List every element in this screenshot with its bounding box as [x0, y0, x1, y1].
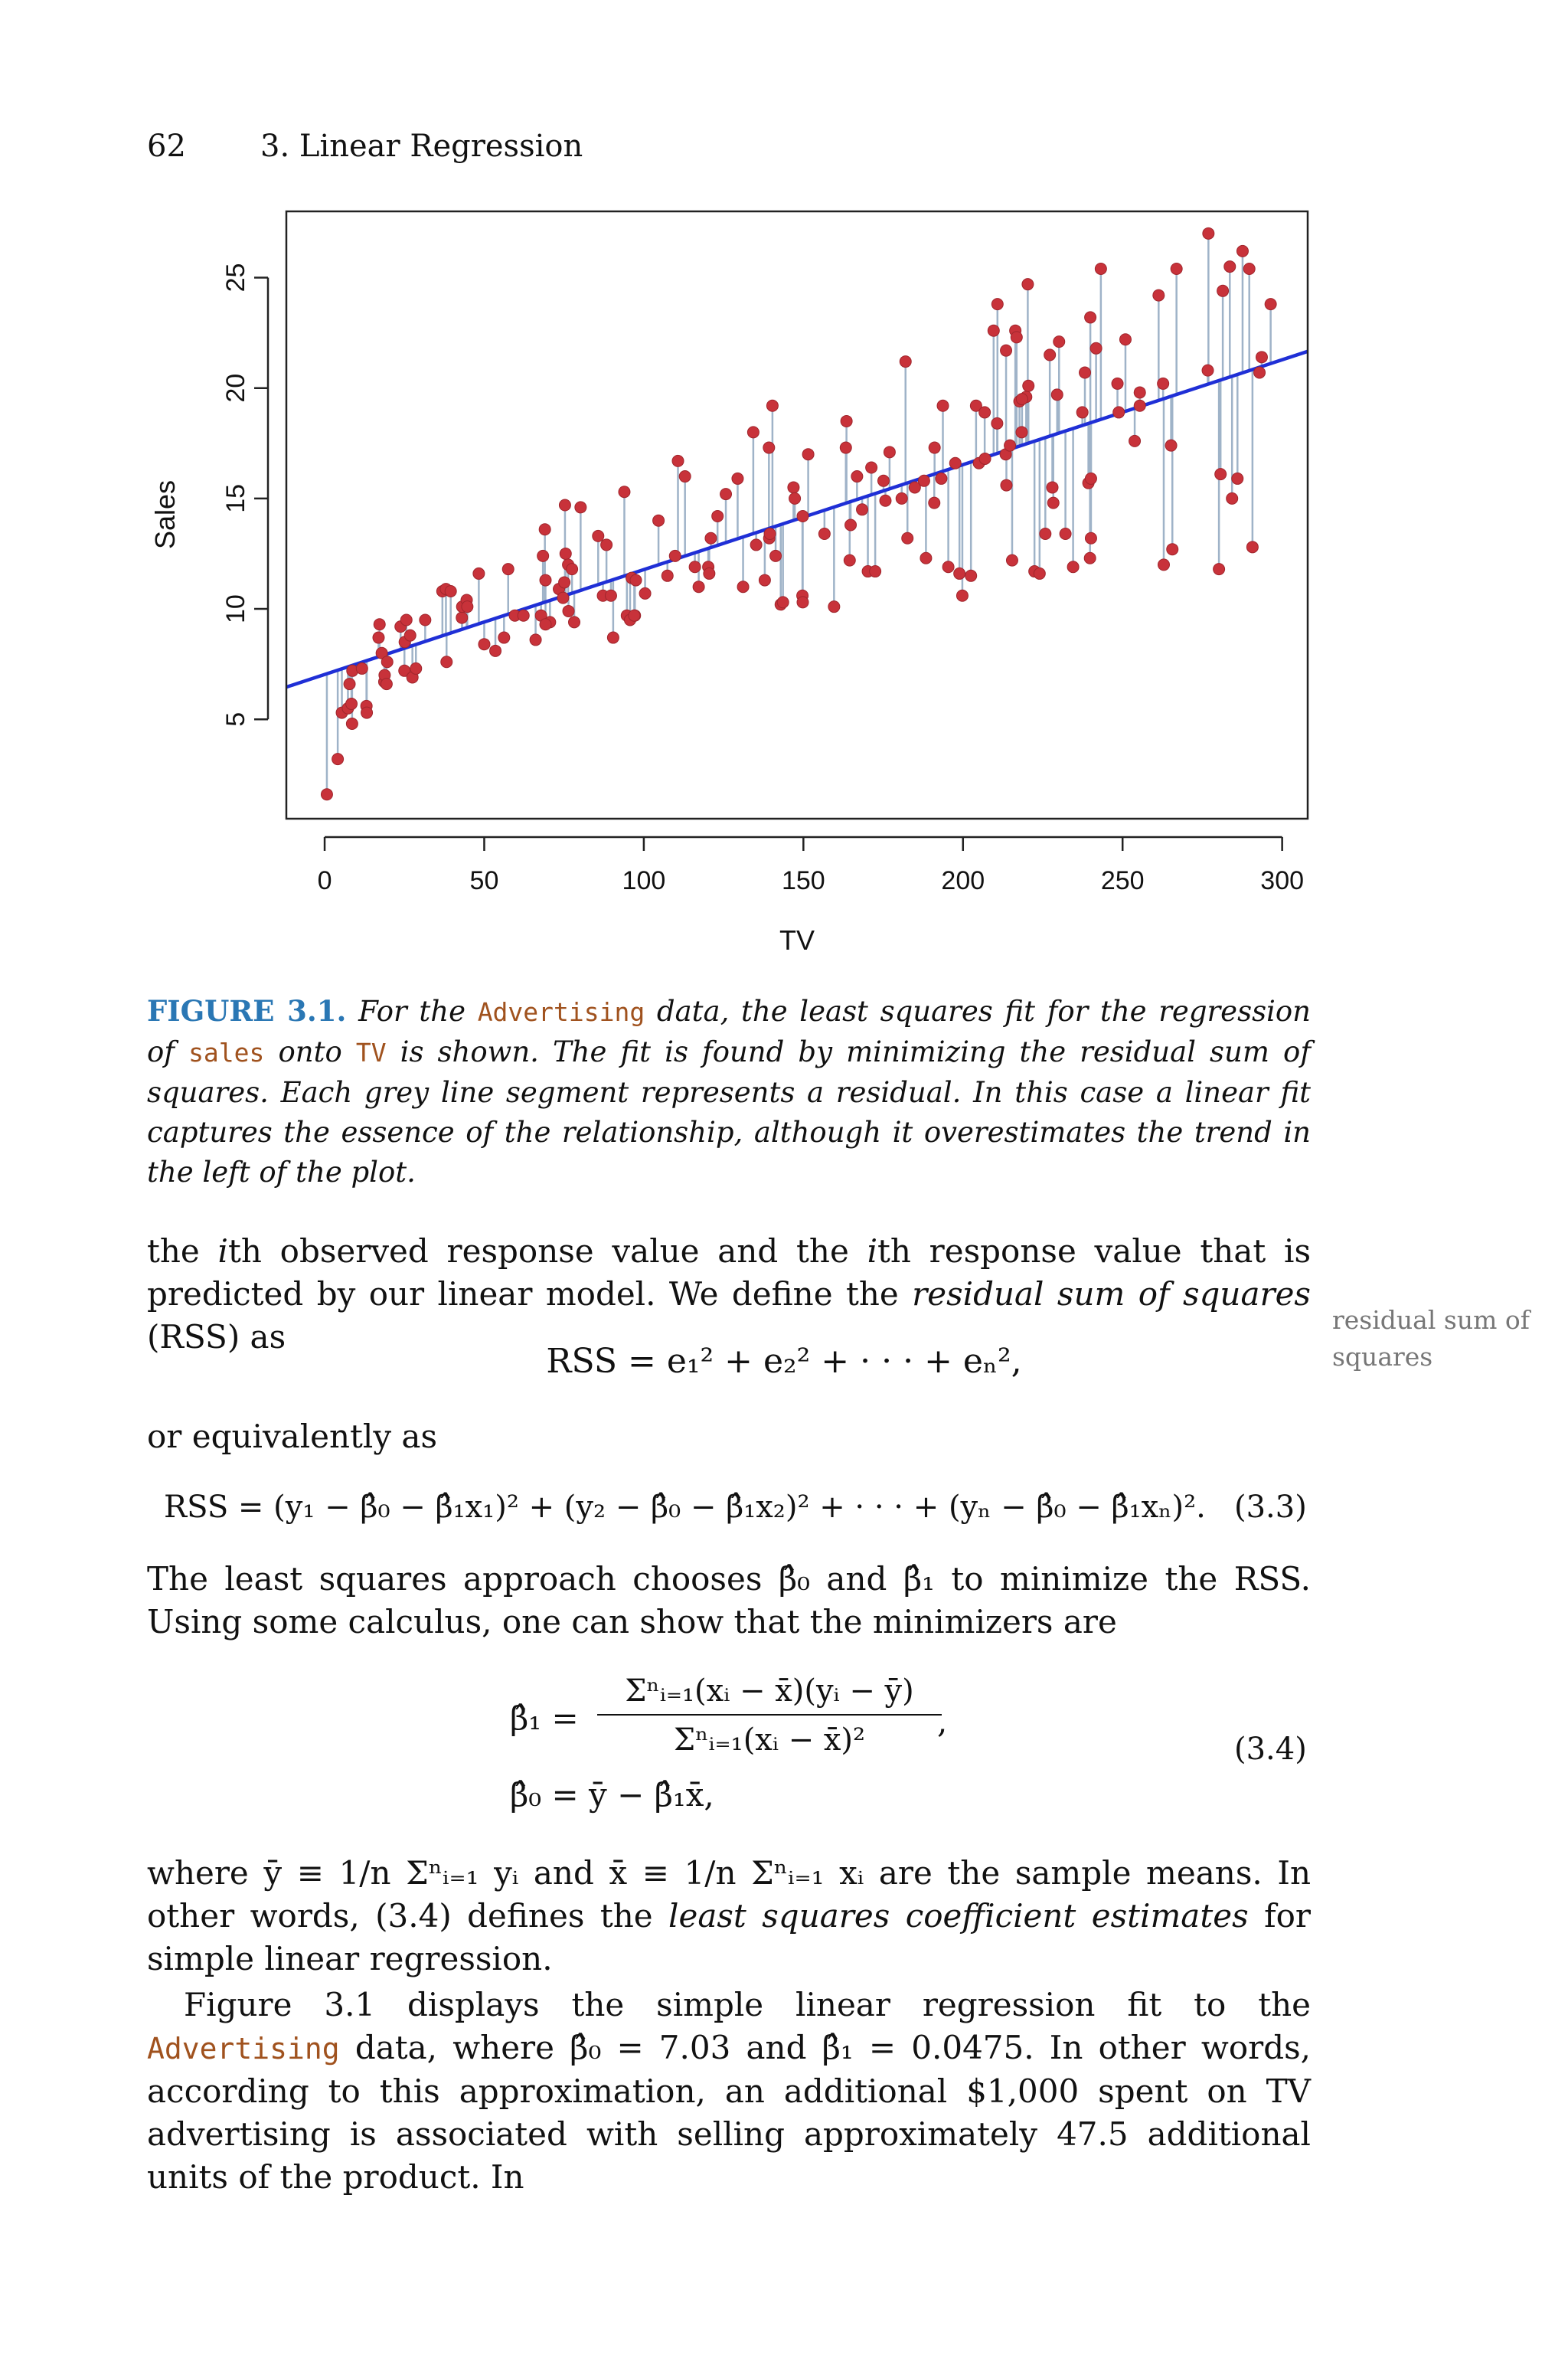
data-point [420, 614, 431, 626]
inline-code: Advertising [147, 2032, 340, 2066]
data-point [902, 532, 913, 544]
data-point [1044, 349, 1056, 361]
data-point [662, 570, 673, 581]
data-point [400, 614, 412, 626]
data-point [356, 662, 368, 674]
data-point [346, 698, 358, 710]
data-point [704, 568, 715, 579]
data-point [672, 455, 684, 466]
data-point [1047, 497, 1059, 509]
data-point [1217, 285, 1229, 296]
data-point [937, 400, 949, 411]
data-point [1076, 407, 1088, 418]
data-point [949, 457, 961, 469]
data-point [593, 530, 604, 541]
math-var: i [217, 1232, 228, 1270]
emphasis: residual sum of squares [912, 1275, 1311, 1313]
data-point [539, 524, 550, 535]
data-point [991, 417, 1003, 429]
data-point [537, 550, 549, 561]
text: where ȳ ≡ [147, 1854, 339, 1892]
data-point [1256, 352, 1267, 363]
scatter-plot [0, 0, 1568, 980]
text: th observed response value and the [227, 1232, 867, 1270]
data-point [737, 581, 749, 593]
paragraph [147, 1984, 1311, 2199]
data-point [750, 539, 762, 551]
data-point [473, 568, 485, 579]
data-point [518, 610, 529, 621]
data-point [877, 475, 889, 486]
data-point [1236, 245, 1248, 257]
data-point [1085, 312, 1096, 323]
data-point [851, 471, 863, 482]
x-tick-label: 300 [1260, 866, 1305, 895]
data-point [410, 662, 422, 674]
regression-line [286, 352, 1308, 687]
data-point [763, 442, 775, 453]
data-point [653, 515, 665, 526]
data-point [669, 550, 681, 561]
data-point [956, 590, 968, 601]
x-tick-label: 0 [317, 866, 332, 895]
chapter-title: 3. Linear Regression [260, 129, 583, 164]
x-axis [318, 837, 1304, 895]
data-point [766, 400, 778, 411]
y-axis [221, 263, 268, 727]
equation-beta0: β̂₀ = ȳ − β̂₁x̄, [510, 1776, 714, 1814]
data-point [1023, 380, 1034, 391]
data-point [1153, 289, 1165, 301]
data-point [629, 610, 640, 621]
data-point [788, 482, 799, 493]
data-point [942, 561, 954, 573]
data-point [712, 510, 724, 522]
data-point [747, 427, 759, 438]
data-point [1022, 279, 1034, 290]
margin-note: residual sum of squares [1332, 1305, 1530, 1372]
data-point [490, 645, 501, 656]
data-point [1084, 552, 1096, 564]
text: th response value that is predicted by our linear model. We define the [147, 1232, 1312, 1313]
data-point [1215, 469, 1227, 480]
data-point [373, 632, 384, 643]
caption-code: sales [188, 1038, 265, 1068]
data-point [1016, 394, 1027, 405]
data-point [1001, 345, 1012, 356]
data-point [404, 630, 416, 641]
text: Figure 3.1 displays the simple linear regression fit to the [184, 1986, 1311, 2023]
data-point [1085, 532, 1096, 544]
data-point [1040, 528, 1051, 540]
data-point [381, 656, 393, 668]
data-point [866, 462, 877, 473]
y-axis-label: Sales [149, 479, 181, 550]
data-point [630, 574, 642, 586]
data-point [1246, 541, 1258, 553]
data-point [344, 679, 355, 690]
data-point [479, 639, 490, 650]
data-point [1265, 299, 1276, 310]
equation-rss-expanded: RSS = (y₁ − β̂₀ − β̂₁x₁)² + (y₂ − β̂₀ − β̂₁x₂)² + · · · + (yₙ − β̂₀ − β̂₁xₙ)². [164, 1490, 1206, 1525]
y-tick-label: 15 [221, 483, 250, 513]
data-point [1080, 367, 1091, 378]
data-point [870, 566, 881, 577]
x-axis-label: TV [779, 924, 815, 956]
y-tick-label: 25 [221, 263, 250, 293]
y-tick-label: 20 [221, 373, 250, 403]
figure-caption [147, 991, 1311, 1192]
data-point [936, 473, 947, 484]
data-point [1243, 263, 1255, 274]
data-point [1095, 263, 1106, 274]
data-point [1165, 440, 1177, 451]
data-point [560, 548, 571, 559]
data-point [601, 539, 612, 551]
data-point [1085, 473, 1096, 484]
data-point [857, 504, 868, 515]
data-point [979, 407, 991, 418]
equation-beta1-numerator: Σⁿᵢ₌₁(xᵢ − x̄)(yᵢ − ȳ) [597, 1670, 942, 1716]
data-point [1224, 261, 1236, 273]
data-point [1004, 440, 1016, 451]
data-point [1203, 227, 1214, 239]
data-point [1001, 479, 1012, 491]
data-point [639, 587, 651, 599]
caption-text: onto [264, 1035, 356, 1068]
data-point [841, 415, 852, 427]
data-points [321, 227, 1276, 800]
data-point [1090, 342, 1102, 354]
data-point [1006, 554, 1018, 566]
data-point [321, 789, 332, 800]
data-point [346, 718, 358, 730]
equation: RSS = e₁² + e₂² + · · · + eₙ², [546, 1342, 1022, 1381]
data-point [1067, 561, 1079, 573]
caption-code: TV [355, 1038, 387, 1068]
data-point [845, 519, 857, 531]
data-point [802, 449, 814, 460]
data-point [1134, 387, 1145, 398]
data-point [540, 574, 551, 586]
data-point [332, 754, 344, 765]
data-point [929, 497, 940, 509]
data-point [1167, 544, 1178, 555]
data-point [880, 495, 891, 506]
data-point [569, 617, 580, 628]
data-point [1129, 435, 1141, 446]
data-point [1202, 365, 1214, 376]
caption-text: is shown. The fit is found by minimizing the residual sum of squares. Each grey line segment represents a residual. In this case a linear fit captures the essence of the relationship, although it overestimates the trend in the left of the plot. [147, 1035, 1312, 1189]
data-point [1016, 427, 1027, 438]
data-point [1060, 528, 1071, 540]
page-number: 62 [147, 129, 186, 164]
data-point [979, 453, 991, 464]
data-point [1158, 378, 1169, 389]
data-point [689, 561, 701, 573]
data-point [789, 492, 801, 504]
data-point [884, 446, 895, 458]
caption-text: data, the least squares fit for the regression of [147, 995, 1311, 1068]
y-tick-label: 5 [221, 711, 250, 727]
text: 1/n Σⁿᵢ₌₁ yᵢ and x̄ ≡ 1/n Σⁿᵢ₌₁ xᵢ are the sample means. In other words, (3.4) defines the [147, 1854, 1311, 1935]
data-point [797, 597, 808, 608]
data-point [619, 486, 630, 498]
text: the [147, 1232, 218, 1270]
data-point [896, 492, 907, 504]
data-point [445, 585, 456, 597]
data-point [462, 601, 473, 613]
data-point [693, 581, 704, 593]
data-point [1112, 378, 1123, 389]
data-point [818, 528, 830, 540]
x-tick-label: 200 [941, 866, 985, 895]
y-tick-label: 10 [221, 594, 250, 623]
paragraph: or equivalently as [147, 1418, 438, 1455]
data-point [797, 510, 808, 522]
paragraph: The least squares approach chooses β̂₀ and β̂₁ to minimize the RSS. Using some calculus, one can show that the minimizers are [147, 1560, 1311, 1640]
data-point [844, 554, 855, 566]
caption-text: For the [346, 995, 478, 1028]
x-tick-label: 50 [469, 866, 499, 895]
data-point [764, 528, 776, 540]
data-point [557, 592, 569, 603]
data-point [1227, 492, 1238, 504]
data-point [991, 299, 1003, 310]
data-point [679, 471, 691, 482]
data-point [1254, 367, 1266, 378]
figure-label: FIGURE 3.1. [147, 994, 347, 1028]
paragraph [147, 1230, 1311, 1359]
equation-comma: , [937, 1703, 948, 1740]
data-point [777, 597, 789, 608]
data-point [1171, 263, 1182, 274]
x-tick-label: 100 [622, 866, 666, 895]
data-point [759, 574, 770, 586]
data-point [605, 590, 616, 601]
caption-code: Advertising [477, 997, 645, 1027]
equation-beta1-denominator: Σⁿᵢ₌₁(xᵢ − x̄)² [673, 1722, 866, 1758]
paragraph [147, 1852, 1311, 1981]
data-point [705, 532, 717, 544]
data-point [502, 564, 514, 575]
data-point [456, 612, 468, 623]
data-point [988, 325, 999, 336]
data-point [1054, 336, 1065, 348]
data-point [498, 632, 510, 643]
data-point [441, 656, 452, 668]
data-point [900, 356, 911, 368]
data-point [840, 442, 851, 453]
data-point [563, 605, 574, 617]
data-point [929, 442, 940, 453]
data-point [530, 634, 541, 646]
data-point [559, 577, 570, 588]
data-point [918, 475, 929, 486]
equation-beta1-lhs: β̂₁ = [510, 1699, 579, 1737]
data-point [1051, 389, 1063, 401]
data-point [575, 502, 586, 513]
data-point [1232, 473, 1243, 484]
x-tick-label: 250 [1100, 866, 1145, 895]
data-point [920, 552, 932, 564]
data-point [540, 619, 551, 630]
data-point [1214, 564, 1225, 575]
data-point [770, 550, 782, 561]
x-tick-label: 150 [781, 866, 825, 895]
data-point [361, 707, 373, 718]
data-point [1047, 482, 1058, 493]
equation-rss [0, 1340, 1568, 1383]
data-point [559, 499, 570, 511]
data-point [1134, 400, 1145, 411]
data-point [1011, 332, 1022, 343]
data-point [954, 568, 965, 579]
data-point [567, 564, 578, 575]
data-point [381, 679, 392, 690]
data-point [1158, 559, 1169, 571]
data-point [1119, 334, 1131, 345]
data-point [1034, 568, 1045, 579]
data-point [1113, 407, 1125, 418]
data-point [732, 473, 743, 484]
data-point [607, 632, 619, 643]
text: (RSS) as [147, 1318, 286, 1356]
emphasis: least squares coefficient estimates [668, 1897, 1249, 1935]
text: data, where β̂₀ = 7.03 and β̂₁ = 0.0475. In other words, according to this approximation, an additional $1,000 spent on TV advertising is associated with selling approximately 47.5 additional units of the product. In [147, 2029, 1311, 2196]
data-point [828, 601, 840, 613]
text: for simple linear regression. [147, 1897, 1311, 1977]
data-point [374, 619, 385, 630]
data-point [965, 570, 977, 581]
equation-number: (3.4) [1234, 1732, 1307, 1767]
equation-number: (3.3) [1234, 1490, 1307, 1525]
math-var: i [867, 1232, 877, 1270]
data-point [720, 489, 732, 500]
